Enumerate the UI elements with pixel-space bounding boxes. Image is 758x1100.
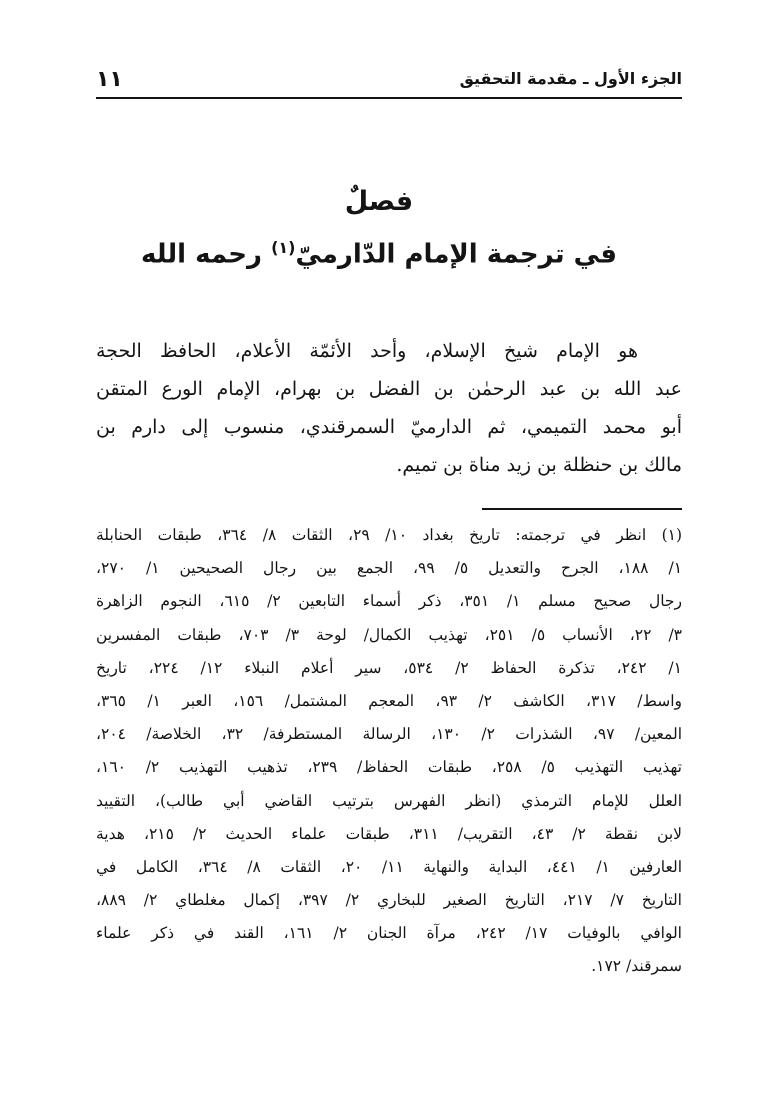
page-number: ١١	[96, 67, 123, 92]
body-line: هو الإمام شيخ الإسلام، وأحد الأئمّة الأعلام، الحافظ الحجة	[96, 340, 638, 362]
section-label: فصلٌ	[344, 186, 414, 217]
body-line: مالك بن حنظلة بن زيد مناة بن تميم.	[396, 454, 682, 476]
footnote-line: تهذيب التهذيب ٥/ ٢٥٨، طبقات الحفاظ/ ٢٣٩، تذهيب التهذيب ٢/ ١٦٠،	[96, 758, 682, 777]
section-title	[0, 238, 758, 270]
section-title-end: رحمه الله	[141, 239, 263, 270]
footnote-line: الوافي بالوفيات ١٧/ ٢٤٢، مرآة الجنان ٢/ ١٦١، القند في ذكر علماء	[96, 924, 682, 943]
footnote-line: لابن نقطة ٢/ ٤٣، التقريب/ ٣١١، طبقات علماء الحديث ٢/ ٢١٥، هدية	[96, 824, 682, 843]
footnote-line: المعين/ ٩٧، الشذرات ٢/ ١٣٠، الرسالة المستطرفة/ ٣٢، الخلاصة/ ٢٠٤،	[96, 725, 682, 744]
footnote-line: سمرقند/ ١٧٢.	[591, 957, 682, 976]
footnote-line: رجال صحيح مسلم ١/ ٣٥١، ذكر أسماء التابعين ٢/ ٦١٥، النجوم الزاهرة	[96, 592, 682, 611]
footnote-line: العلل للإمام الترمذي (انظر الفهرس بترتيب القاضي أبي طالب)، التقييد	[96, 791, 682, 810]
footnote-line: ١/ ٢٤٢، تذكرة الحفاظ ٢/ ٥٣٤، سير أعلام النبلاء ١٢/ ٢٢٤، تاريخ	[96, 658, 682, 677]
footnote-reference: (١)	[271, 238, 296, 257]
footnote-line: ٣/ ٢٢، الأنساب ٥/ ٢٥١، تهذيب الكمال/ لوحة ٣/ ٧٠٣، طبقات المفسرين	[96, 625, 682, 644]
page-header	[96, 60, 682, 94]
footnote-separator	[482, 508, 682, 510]
footnote-line: العارفين ١/ ٤٤١، البداية والنهاية ١١/ ٢٠، الثقات ٨/ ٣٦٤، الكامل في	[96, 857, 682, 876]
body-line: عبد الله بن عبد الرحمٰن بن الفضل بن بهرام، الإمام الورع المتقن	[96, 378, 682, 400]
footnote-line: التاريخ ٧/ ٢١٧، التاريخ الصغير للبخاري ٢/ ٣٩٧، إكمال مغلطاي ٢/ ٨٨٩،	[96, 891, 682, 910]
section-title-text: في ترجمة الإمام الدّارميّ	[295, 239, 617, 270]
running-head: الجزء الأول ـ مقدمة التحقيق	[459, 69, 682, 88]
footnote-line: (١) انظر في ترجمته: تاريخ بغداد ١٠/ ٢٩، الثقات ٨/ ٣٦٤، طبقات الحنابلة	[96, 526, 682, 544]
body-paragraph	[96, 332, 682, 484]
footnote-line: ١/ ١٨٨، الجرح والتعديل ٥/ ٩٩، الجمع بين رجال الصحيحين ١/ ٢٧٠،	[96, 559, 682, 578]
footnote-line: واسط/ ٣١٧، الكاشف ٢/ ٩٣، المعجم المشتمل/ ١٥٦، العبر ١/ ٣٦٥،	[96, 691, 682, 710]
footnote	[96, 519, 682, 984]
body-line: أبو محمد التميمي، ثم الدارميّ السمرقندي، منسوب إلى دارم بن	[96, 416, 682, 438]
header-rule	[96, 97, 682, 99]
